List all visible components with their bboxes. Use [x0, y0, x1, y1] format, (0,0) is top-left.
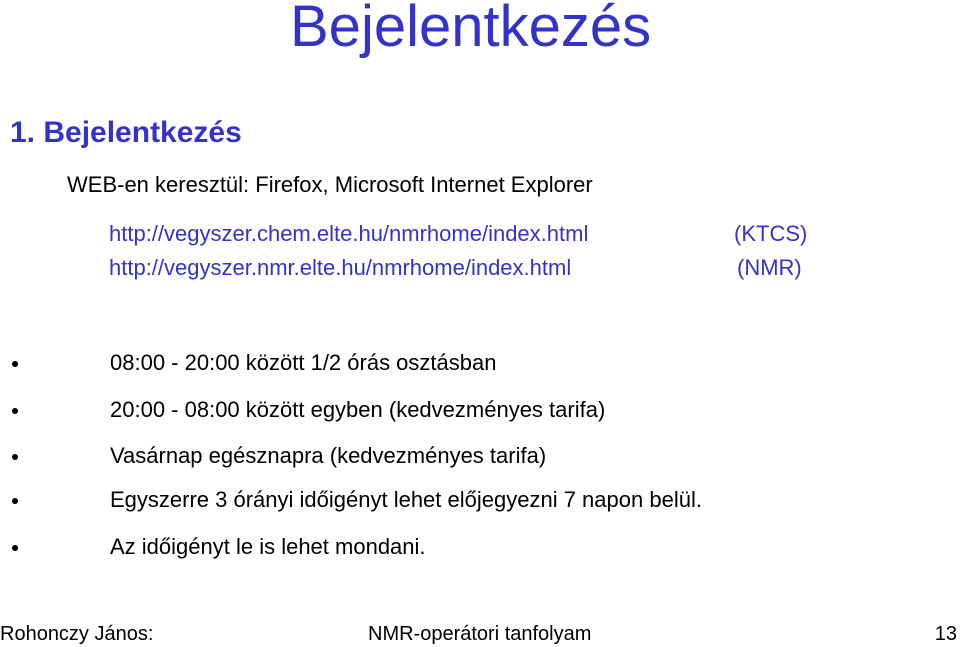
- bullet-text: Vasárnap egésznapra (kedvezményes tarifa): [110, 443, 547, 468]
- bullet-dot-icon: [12, 454, 18, 460]
- bullet-item: [0, 532, 940, 562]
- url-link-nmr[interactable]: http://vegyszer.nmr.elte.hu/nmrhome/index.html: [109, 255, 572, 280]
- footer-course: NMR-operátori tanfolyam: [368, 623, 592, 645]
- bullet-text: Az időigényt le is lehet mondani.: [110, 534, 426, 559]
- bullet-dot-icon: [12, 408, 18, 414]
- bullet-item: [0, 395, 940, 425]
- bullet-item: [0, 348, 940, 378]
- slide-footer: [0, 622, 960, 647]
- bullet-text: 20:00 - 08:00 között egyben (kedvezményes tarifa): [110, 397, 606, 422]
- bullet-text: 08:00 - 20:00 között 1/2 órás osztásban: [110, 350, 497, 375]
- bullet-dot-icon: [12, 498, 18, 504]
- url-tag-nmr: (NMR): [737, 255, 802, 280]
- bullet-dot-icon: [12, 545, 18, 551]
- bullet-text: Egyszerre 3 órányi időigényt lehet előjegyezni 7 napon belül.: [110, 487, 702, 512]
- url-link-ktcs[interactable]: http://vegyszer.chem.elte.hu/nmrhome/index.html: [109, 221, 589, 246]
- bullet-item: [0, 441, 940, 471]
- url-tag-ktcs: (KTCS): [734, 221, 808, 246]
- browser-info-text: WEB-en keresztül: Firefox, Microsoft Internet Explorer: [67, 172, 593, 197]
- footer-page-number: 13: [934, 623, 957, 645]
- slide-title: Bejelentkezés: [290, 0, 652, 59]
- footer-author: Rohonczy János:: [0, 623, 154, 645]
- bullet-item: [0, 485, 940, 515]
- bullet-dot-icon: [12, 361, 18, 367]
- section-heading: 1. Bejelentkezés: [10, 116, 242, 149]
